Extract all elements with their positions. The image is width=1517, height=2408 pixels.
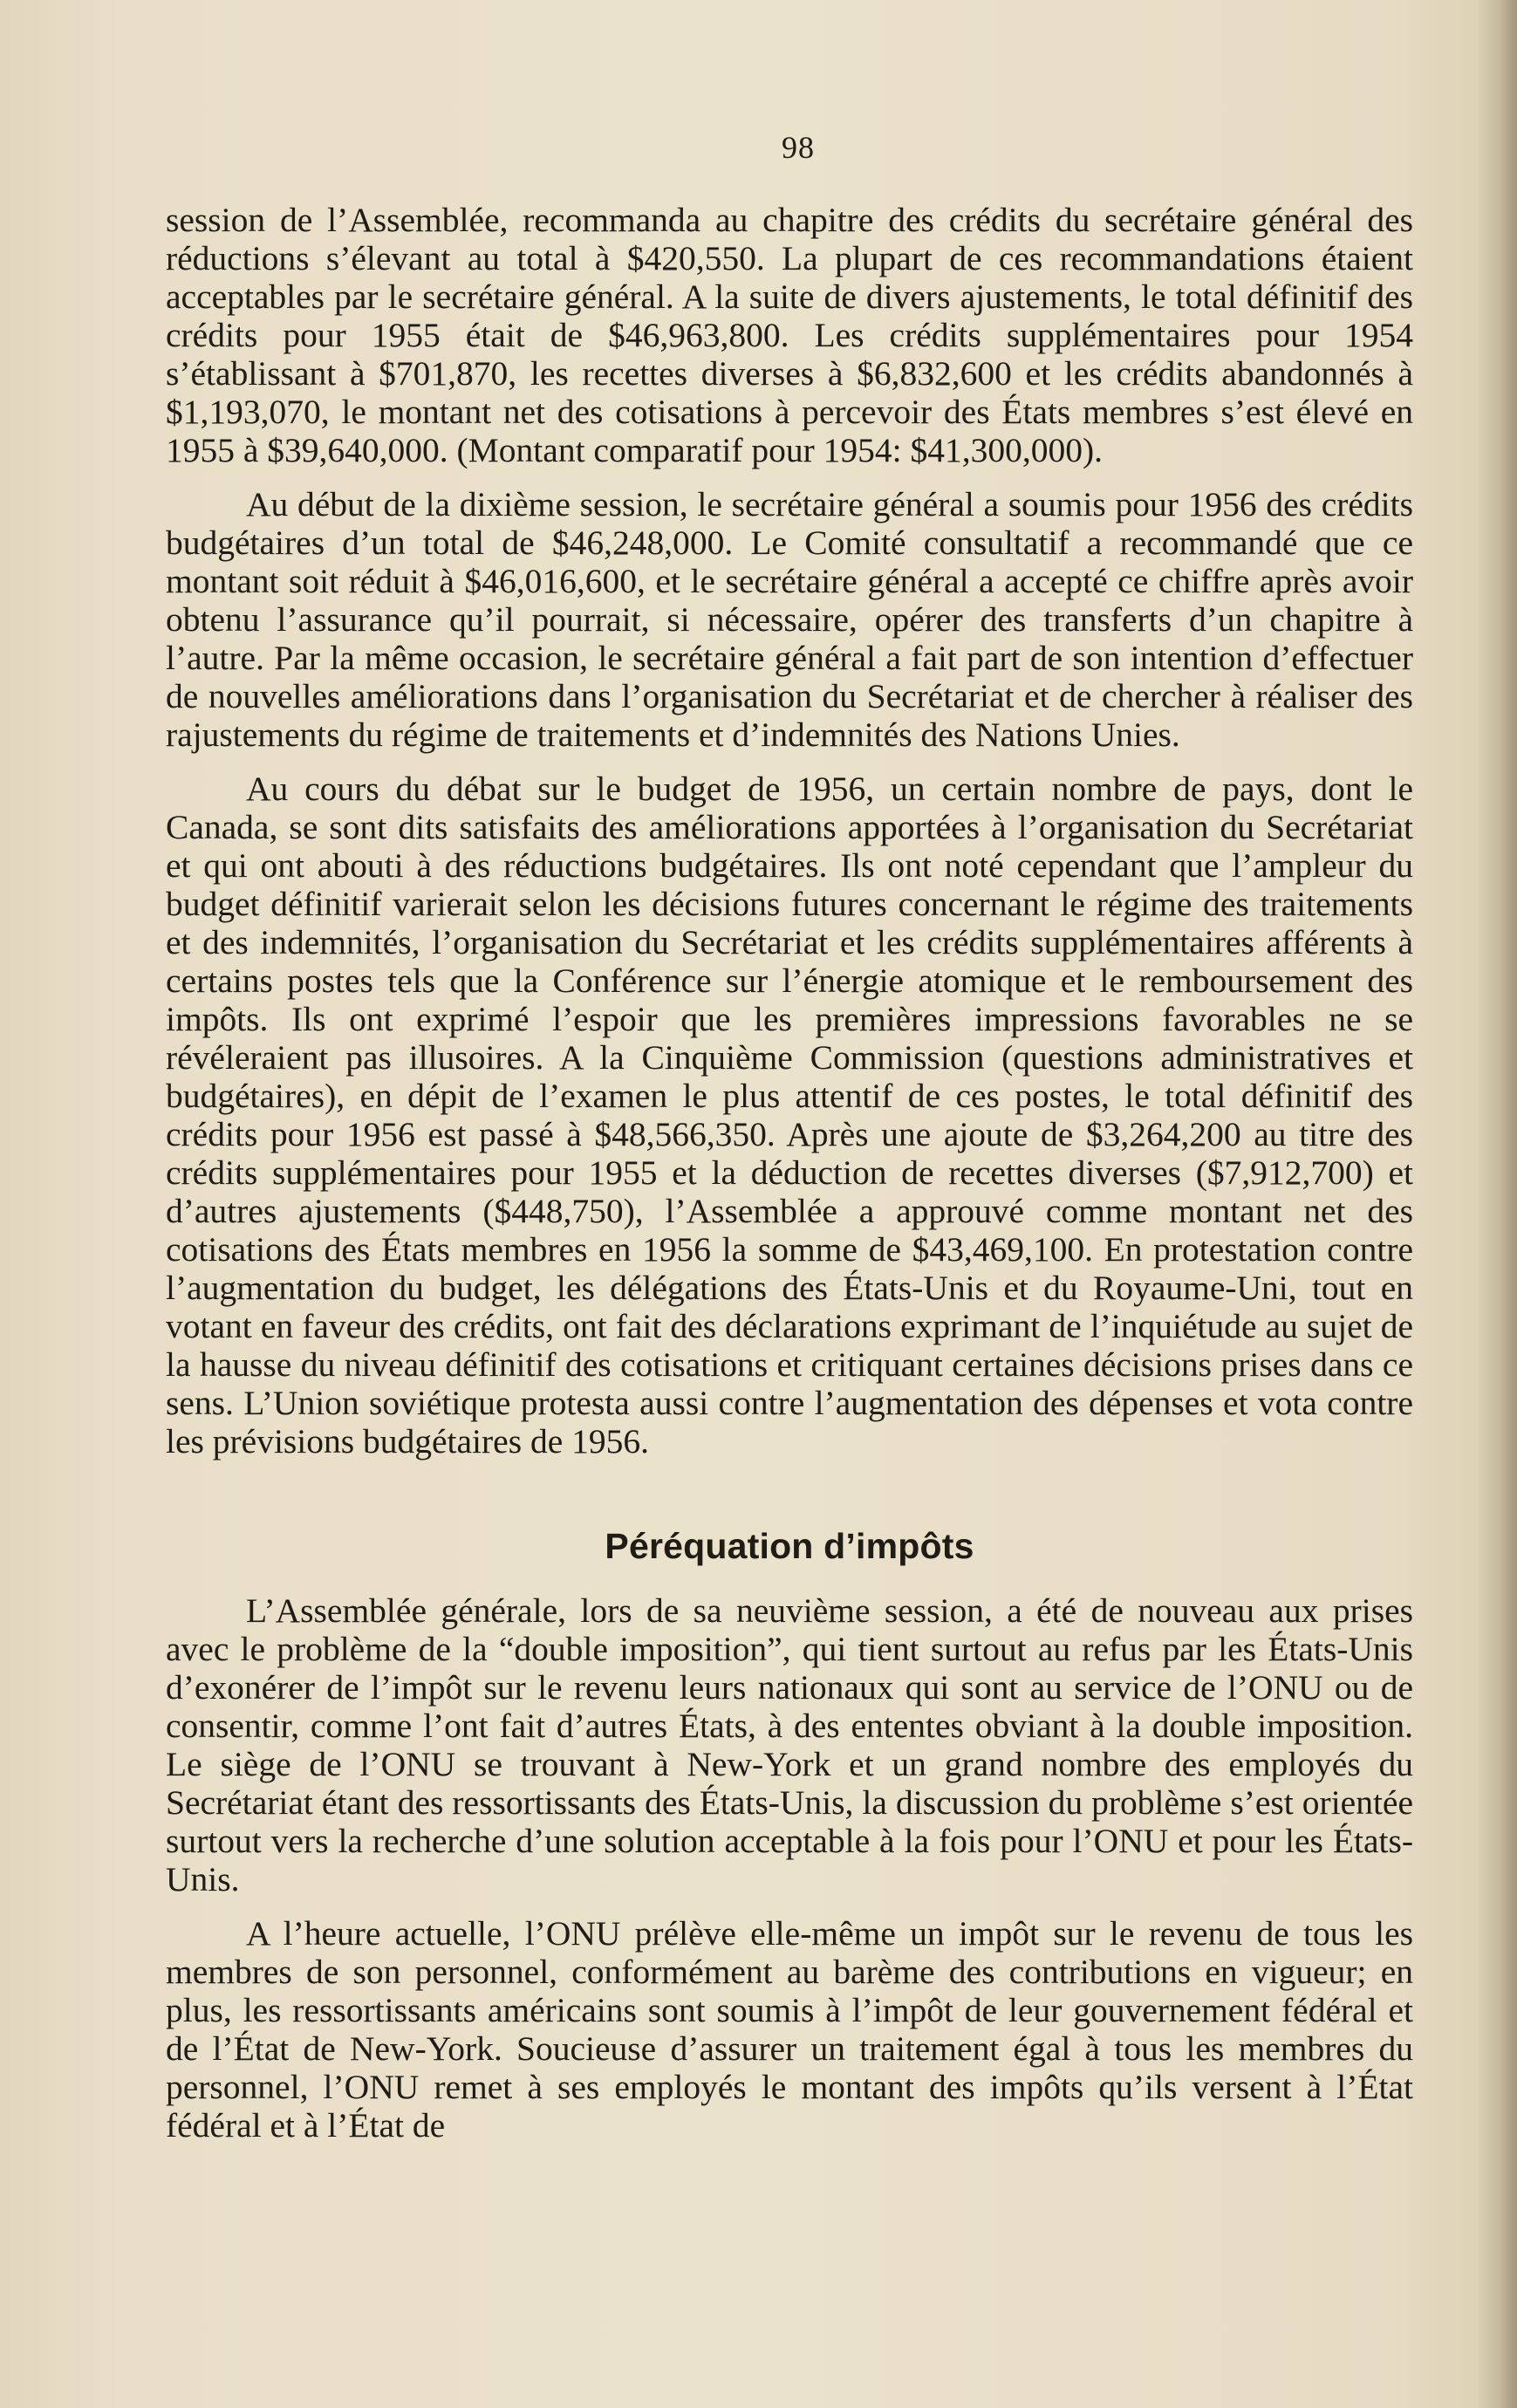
page-edge-shadow: [1477, 0, 1517, 2408]
paragraph-current-tax-practice: A l’heure actuelle, l’ONU prélève elle-même un impôt sur le revenu de tous les membres de son personnel, conformément au barème des contributions en vigueur; en plus, les ressortissants américains sont soumis à l’impôt de leur gouvernement fédéral et de l’État de New-York. Soucieuse d’assurer un traitement égal à tous les membres du personnel, l’ONU remet à ses employés le montant des impôts qu’ils versent à l’État fédéral et à l’État de: [166, 1914, 1413, 2145]
paragraph-double-taxation: L’Assemblée générale, lors de sa neuvième session, a été de nouveau aux prises avec le problème de la “double imposition”, qui tient surtout au refus par les États-Unis d’exonérer de l’impôt sur le revenu leurs nationaux qui sont au service de l’ONU ou de consentir, comme l’ont fait d’autres États, à des ententes obviant à la double imposition. Le siège de l’ONU se trouvant à New-York et un grand nombre des employés du Secrétariat étant des ressortissants des États-Unis, la discussion du problème s’est orientée surtout vers la recherche d’une solution acceptable à la fois pour l’ONU et pour les États-Unis.: [166, 1591, 1413, 1898]
text-column: [166, 201, 1413, 2160]
paragraph-budget-debate: Au cours du débat sur le budget de 1956, un certain nombre de pays, dont le Canada, se sont dits satisfaits des améliorations apportées à l’organisation du Secrétariat et qui ont abouti à des réductions budgétaires. Ils ont noté cependant que l’ampleur du budget définitif varierait selon les décisions futures concernant le régime des traitements et des indemnités, l’organisation du Secrétariat et les crédits supplémentaires afférents à certains postes tels que la Conférence sur l’énergie atomique et le remboursement des impôts. Ils ont exprimé l’espoir que les premières impressions favorables ne se révéleraient pas illusoires. A la Cinquième Commission (questions administratives et budgétaires), en dépit de l’examen le plus attentif de ces postes, le total définitif des crédits pour 1956 est passé à $48,566,350. Après une ajoute de $3,264,200 au titre des crédits supplémentaires pour 1955 et la déduction de recettes diverses ($7,912,700) et d’autres ajustements ($448,750), l’Assemblée a approuvé comme montant net des cotisations des États membres en 1956 la somme de $43,469,100. En protestation contre l’augmentation du budget, les délégations des États-Unis et du Royaume-Uni, tout en votant en faveur des crédits, ont fait des déclarations exprimant de l’inquiétude au sujet de la hausse du niveau définitif des cotisations et critiquant certaines décisions prises dans ce sens. L’Union soviétique protesta aussi contre l’augmentation des dépenses et vota contre les prévisions budgétaires de 1956.: [166, 770, 1413, 1461]
section-heading: Péréquation d’impôts: [605, 1526, 974, 1566]
paragraph-tenth-session: Au début de la dixième session, le secrétaire général a soumis pour 1956 des crédits budgétaires d’un total de $46,248,000. Le Comité consultatif a recommandé que ce montant soit réduit à $46,016,600, et le secrétaire général a accepté ce chiffre après avoir obtenu l’assurance qu’il pourrait, si nécessaire, opérer des transferts d’un chapitre à l’autre. Par la même occasion, le secrétaire général a fait part de son intention d’effectuer de nouvelles améliorations dans l’organisation du Secrétariat et de chercher à réaliser des rajustements du régime de traitements et d’indemnités des Nations Unies.: [166, 485, 1413, 754]
page-number: 98: [782, 130, 815, 165]
paragraph-continuation: session de l’Assemblée, recommanda au chapitre des crédits du secrétaire général des réductions s’élevant au total à $420,550. La plupart de ces recommandations étaient acceptables par le secrétaire général. A la suite de divers ajustements, le total définitif des crédits pour 1955 était de $46,963,800. Les crédits supplémentaires pour 1954 s’établissant à $701,870, les recettes diverses à $6,832,600 et les crédits abandonnés à $1,193,070, le montant net des cotisations à percevoir des États membres s’est élevé en 1955 à $39,640,000. (Montant comparatif pour 1954: $41,300,000).: [166, 201, 1413, 469]
